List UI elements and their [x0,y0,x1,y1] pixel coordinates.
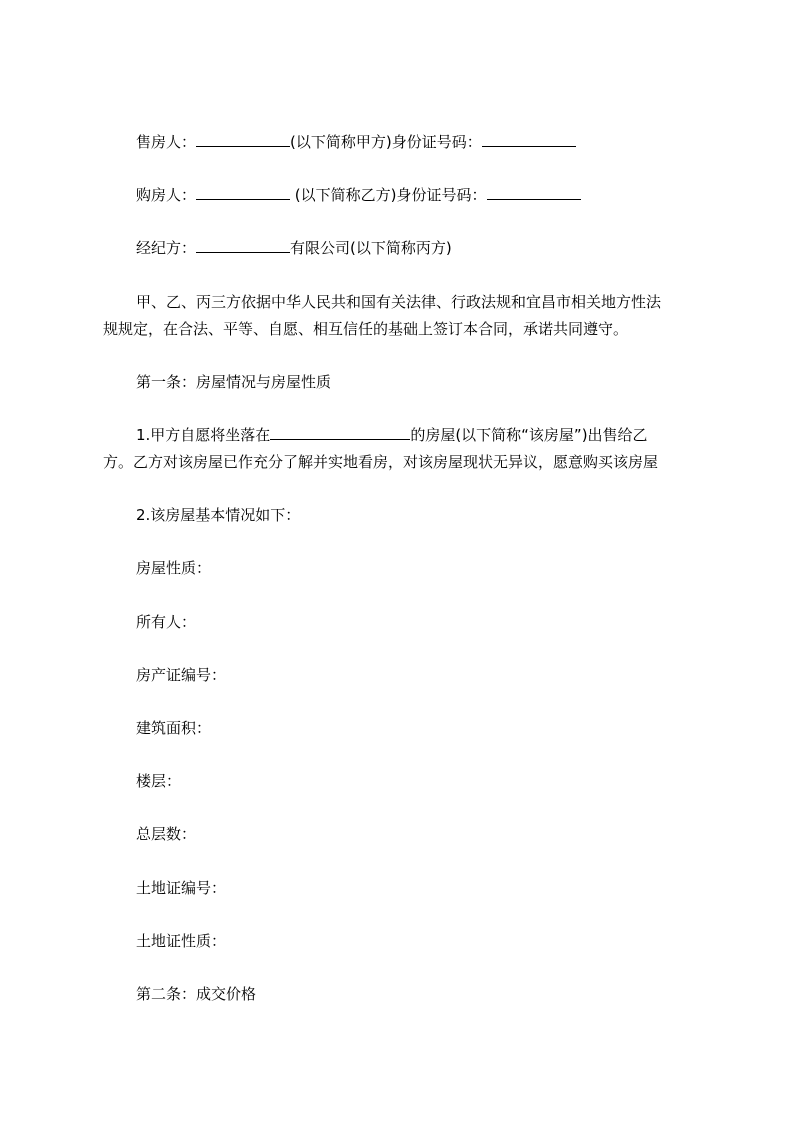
field-property-nature: 房屋性质： [136,559,212,577]
agent-line [136,238,736,258]
field-floor-area: 建筑面积： [136,719,212,737]
field-total-floors: 总层数： [136,825,197,843]
field-property-cert-no: 房产证编号： [136,666,227,684]
field-land-cert-no: 土地证编号： [136,879,227,897]
buyer-label: 购房人： [136,186,197,204]
agent-label: 经纪方： [136,239,197,257]
preamble-line-1: 甲、乙、丙三方依据中华人民共和国有关法律、行政法规和宜昌市相关地方性法 [136,293,662,311]
clause-1-line-1 [136,425,736,445]
clause-1-line-2: 方。乙方对该房屋已作充分了解并实地看房，对该房屋现状无异议，愿意购买该房屋 [103,453,659,471]
field-land-cert-nature: 土地证性质： [136,932,227,950]
preamble-line-2: 规规定，在合法、平等、自愿、相互信任的基础上签订本合同，承诺共同遵守。 [103,320,629,338]
agent-suffix: 有限公司(以下简称丙方) [290,239,452,257]
article-2-title: 第二条：成交价格 [136,985,257,1003]
buyer-line [136,185,736,205]
location-blank [270,425,410,440]
clause-2: 2.该房屋基本情况如下： [136,506,301,524]
buyer-id-text: (以下简称乙方)身份证号码： [290,186,487,204]
seller-line [136,132,736,152]
buyer-id-blank [487,185,581,200]
field-owner: 所有人： [136,613,197,631]
article-1-title: 第一条：房屋情况与房屋性质 [136,373,332,391]
buyer-name-blank [196,185,290,200]
field-floor: 楼层： [136,772,182,790]
seller-label: 售房人： [136,133,197,151]
clause-1-prefix: 1.甲方自愿将坐落在 [136,426,271,444]
seller-id-text: (以下简称甲方)身份证号码： [290,133,482,151]
seller-id-blank [482,132,576,147]
agent-name-blank [196,238,290,253]
clause-1-suffix: 的房屋(以下简称“该房屋”)出售给乙 [410,426,648,444]
seller-name-blank [196,132,290,147]
